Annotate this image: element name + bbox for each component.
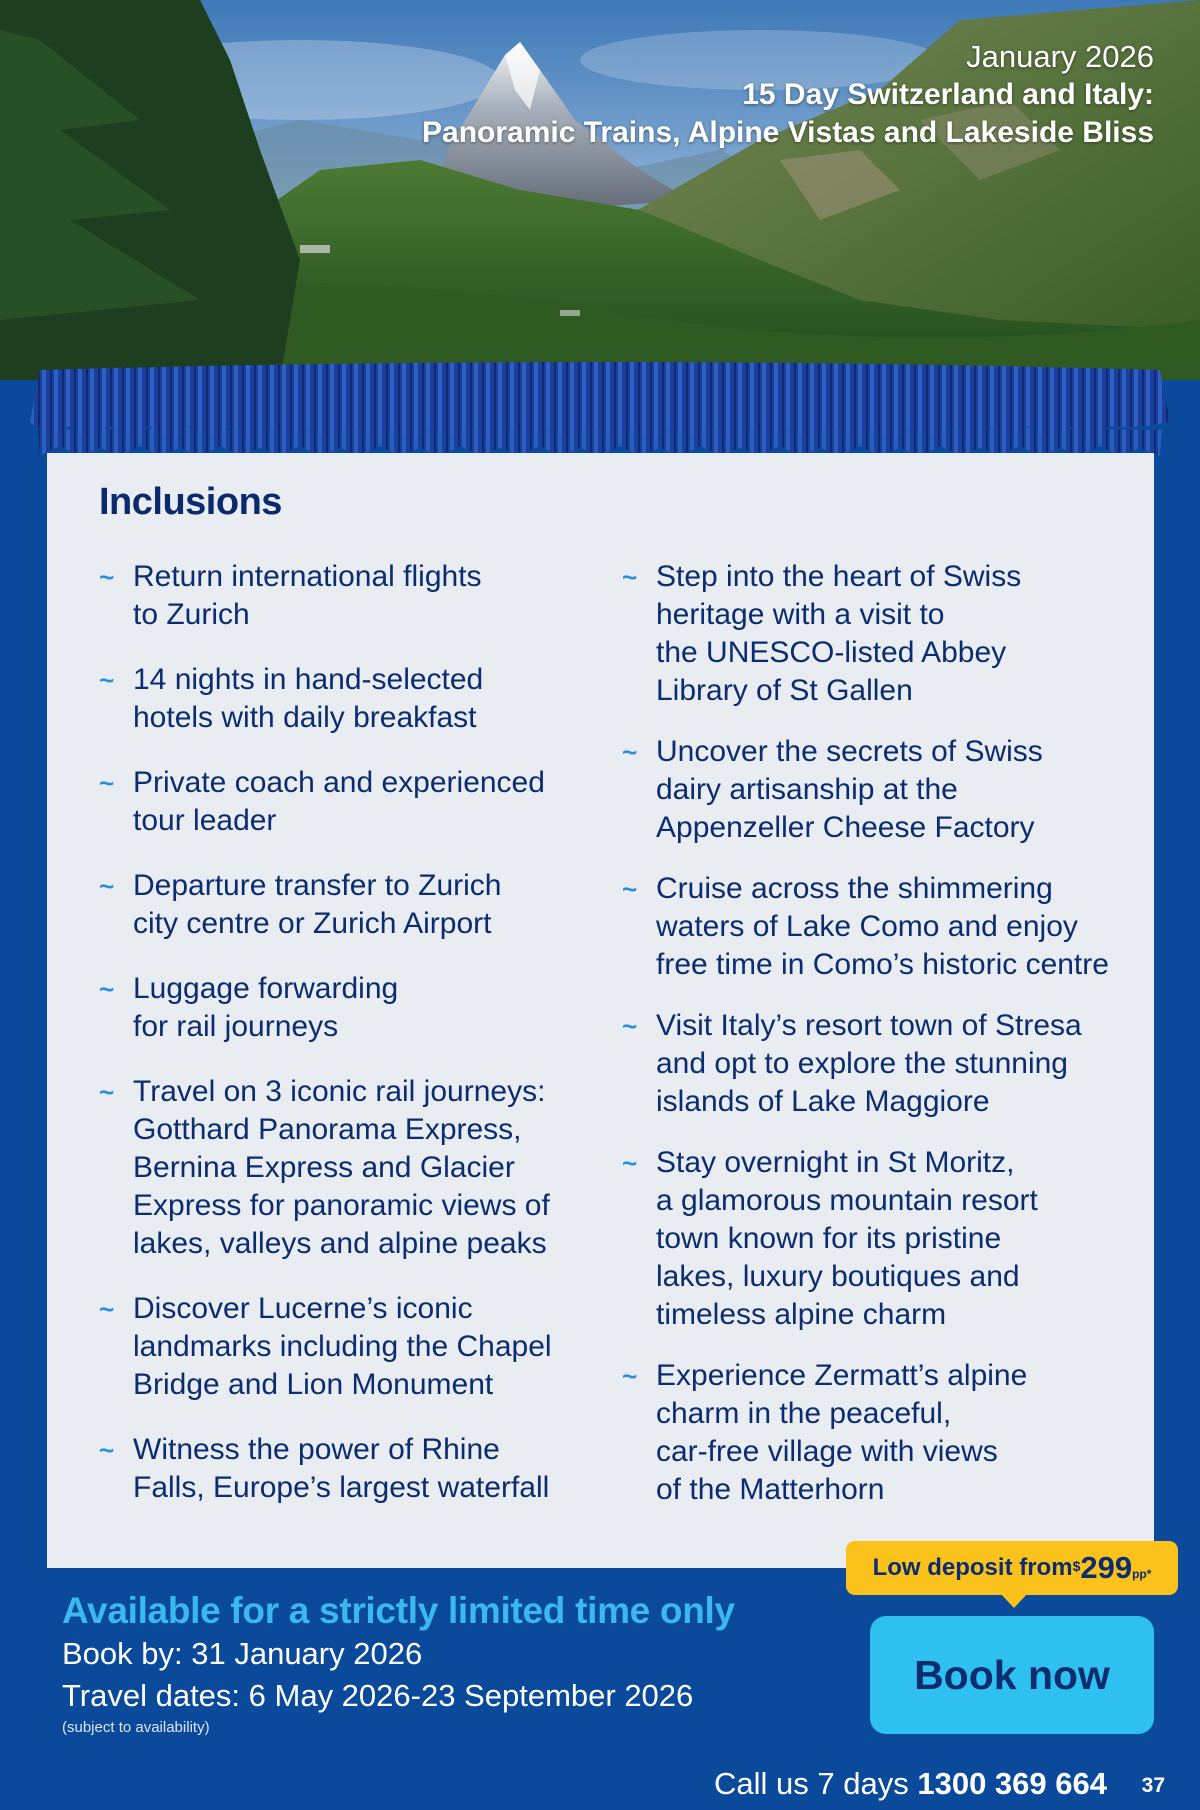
inclusion-text-line: hotels with daily breakfast — [133, 701, 477, 734]
page-number: 37 — [1141, 1774, 1165, 1797]
inclusions-panel — [47, 453, 1154, 1568]
inclusion-text-line: to Zurich — [133, 598, 250, 631]
tour-title-line-2: Panoramic Trains, Alpine Vistas and Lakeside Bliss — [422, 116, 1154, 149]
inclusion-text-line: Experience Zermatt’s alpine — [656, 1359, 1028, 1392]
inclusion-text-line: for rail journeys — [133, 1010, 339, 1043]
inclusion-text-line: car-free village with views — [656, 1435, 998, 1468]
inclusion-text-line: Private coach and experienced — [133, 766, 545, 799]
inclusion-item — [622, 1007, 1142, 1121]
inclusion-item — [99, 661, 599, 737]
tour-date: January 2026 — [966, 39, 1154, 74]
inclusion-item — [99, 1290, 599, 1404]
tilde-bullet-icon: ~ — [99, 1435, 115, 1465]
inclusion-text-line: dairy artisanship at the — [656, 773, 958, 806]
inclusion-item — [99, 1073, 599, 1263]
low-deposit-badge — [846, 1541, 1178, 1595]
hero-image — [0, 0, 1200, 380]
tilde-bullet-icon: ~ — [99, 562, 115, 592]
inclusion-text-line: town known for its pristine — [656, 1222, 1002, 1255]
inclusion-item — [622, 1357, 1142, 1509]
inclusion-text-line: landmarks including the Chapel — [133, 1330, 552, 1363]
hero-heading — [422, 38, 1154, 152]
inclusion-text-line: Cruise across the shimmering — [656, 872, 1053, 905]
inclusion-text-line: lakes, luxury boutiques and — [656, 1260, 1020, 1293]
tilde-bullet-icon: ~ — [99, 1294, 115, 1324]
inclusion-text-line: heritage with a visit to — [656, 598, 945, 631]
inclusion-item — [99, 867, 599, 943]
curtain-fringe-decoration — [30, 360, 1170, 460]
inclusion-text-line: and opt to explore the stunning — [656, 1047, 1068, 1080]
inclusion-text-line: Bernina Express and Glacier — [133, 1151, 515, 1184]
tilde-bullet-icon: ~ — [99, 665, 115, 695]
inclusion-item — [622, 870, 1142, 984]
inclusion-item — [622, 733, 1142, 847]
inclusion-text-line: charm in the peaceful, — [656, 1397, 952, 1430]
deposit-currency: $ — [1072, 1558, 1081, 1574]
tilde-bullet-icon: ~ — [622, 1361, 638, 1391]
call-us-label: Call us 7 days — [714, 1766, 918, 1801]
tilde-bullet-icon: ~ — [99, 768, 115, 798]
inclusion-text-line: Library of St Gallen — [656, 674, 913, 707]
inclusion-item — [99, 970, 599, 1046]
inclusion-text-line: Uncover the secrets of Swiss — [656, 735, 1043, 768]
inclusions-list-left — [99, 558, 599, 1534]
deposit-badge-pointer — [1000, 1593, 1028, 1608]
inclusions-heading: Inclusions — [99, 481, 282, 523]
limited-time-headline: Available for a strictly limited time only — [62, 1590, 735, 1631]
tilde-bullet-icon: ~ — [622, 1148, 638, 1178]
tilde-bullet-icon: ~ — [622, 874, 638, 904]
inclusion-text-line: of the Matterhorn — [656, 1473, 885, 1506]
inclusion-text-line: lakes, valleys and alpine peaks — [133, 1227, 547, 1260]
deposit-amount: 299 — [1080, 1550, 1133, 1585]
inclusion-text-line: Luggage forwarding — [133, 972, 399, 1005]
tour-title-line-1: 15 Day Switzerland and Italy: — [742, 78, 1154, 111]
inclusion-item — [99, 764, 599, 840]
book-by-date: Book by: 31 January 2026 — [62, 1636, 423, 1671]
inclusion-text-line: timeless alpine charm — [656, 1298, 947, 1331]
inclusion-text-line: tour leader — [133, 804, 277, 837]
inclusion-text-line: city centre or Zurich Airport — [133, 907, 492, 940]
inclusion-item — [99, 558, 599, 634]
tilde-bullet-icon: ~ — [99, 871, 115, 901]
phone-number-link[interactable]: 1300 369 664 — [917, 1766, 1107, 1801]
inclusion-text-line: 14 nights in hand-selected — [133, 663, 484, 696]
inclusion-text-line: Appenzeller Cheese Factory — [656, 811, 1035, 844]
inclusion-text-line: Visit Italy’s resort town of Stresa — [656, 1009, 1082, 1042]
inclusion-text-line: Bridge and Lion Monument — [133, 1368, 494, 1401]
inclusion-item — [99, 1431, 599, 1507]
inclusion-text-line: Step into the heart of Swiss — [656, 560, 1022, 593]
deposit-per-person: pp* — [1132, 1567, 1152, 1581]
availability-note: (subject to availability) — [62, 1719, 210, 1736]
travel-dates: Travel dates: 6 May 2026-23 September 2026 — [62, 1678, 694, 1713]
inclusion-text-line: Stay overnight in St Moritz, — [656, 1146, 1015, 1179]
inclusion-text-line: Discover Lucerne’s iconic — [133, 1292, 473, 1325]
tilde-bullet-icon: ~ — [99, 1077, 115, 1107]
inclusion-text-line: free time in Como’s historic centre — [656, 948, 1109, 981]
deposit-label: Low deposit from — [872, 1554, 1073, 1581]
tilde-bullet-icon: ~ — [622, 737, 638, 767]
inclusion-text-line: the UNESCO-listed Abbey — [656, 636, 1007, 669]
inclusion-text-line: Travel on 3 iconic rail journeys: — [133, 1075, 546, 1108]
inclusion-text-line: islands of Lake Maggiore — [656, 1085, 990, 1118]
tilde-bullet-icon: ~ — [622, 562, 638, 592]
inclusion-item — [622, 558, 1142, 710]
inclusion-text-line: Gotthard Panorama Express, — [133, 1113, 522, 1146]
book-now-button[interactable]: Book now — [870, 1616, 1154, 1734]
inclusion-text-line: Departure transfer to Zurich — [133, 869, 502, 902]
inclusion-item — [622, 1144, 1142, 1334]
inclusion-text-line: Express for panoramic views of — [133, 1189, 550, 1222]
inclusion-text-line: waters of Lake Como and enjoy — [656, 910, 1078, 943]
inclusions-list-right — [622, 558, 1142, 1532]
tilde-bullet-icon: ~ — [622, 1011, 638, 1041]
inclusion-text-line: a glamorous mountain resort — [656, 1184, 1038, 1217]
inclusion-text-line: Return international flights — [133, 560, 482, 593]
call-us-line — [714, 1766, 1107, 1802]
tilde-bullet-icon: ~ — [99, 974, 115, 1004]
inclusion-text-line: Falls, Europe’s largest waterfall — [133, 1471, 550, 1504]
inclusion-text-line: Witness the power of Rhine — [133, 1433, 500, 1466]
